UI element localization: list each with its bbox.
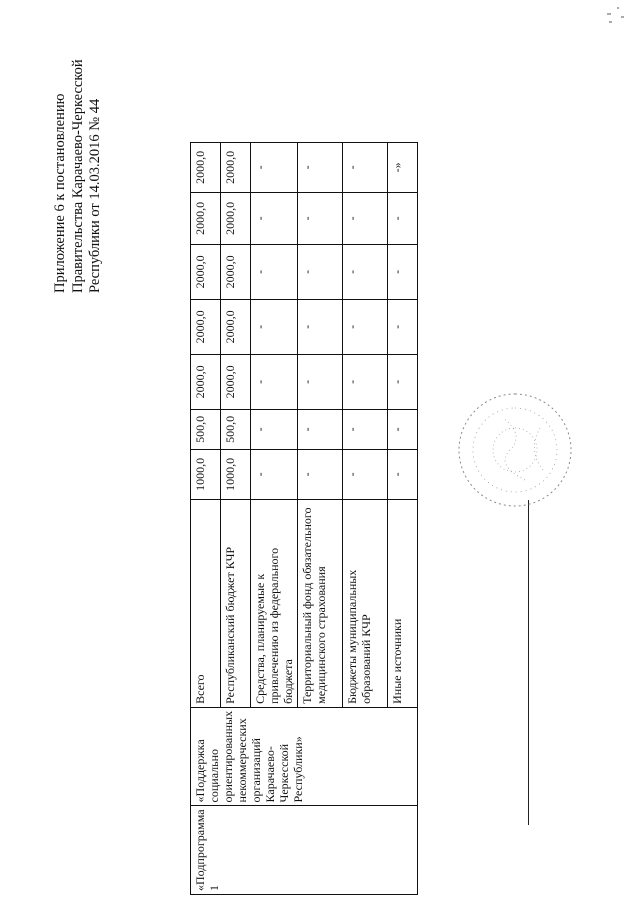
row-label: Всего bbox=[191, 499, 221, 707]
value-cell: 1000,0 bbox=[221, 449, 251, 499]
value-cell: - bbox=[343, 192, 388, 244]
value-cell: 2000,0 bbox=[221, 142, 251, 192]
value-cell: - bbox=[298, 142, 343, 192]
value-cell: 2000,0 bbox=[191, 299, 221, 354]
value-cell: - bbox=[298, 299, 343, 354]
value-cell: - bbox=[251, 409, 298, 449]
stamp-seal-icon bbox=[455, 390, 575, 510]
row-label: Территориальный фонд обязательного медицинского страхования bbox=[298, 499, 343, 707]
value-cell: - bbox=[251, 142, 298, 192]
value-cell: - bbox=[388, 299, 418, 354]
value-cell: - bbox=[251, 449, 298, 499]
value-cell: 2000,0 bbox=[221, 299, 251, 354]
row-label: Средства, планируемые к привлечению из федерального бюджета bbox=[251, 499, 298, 707]
value-cell: - bbox=[251, 299, 298, 354]
value-cell: -» bbox=[388, 142, 418, 192]
value-cell: - bbox=[388, 354, 418, 409]
section-cell: «Подпрограмма 1 bbox=[191, 806, 418, 895]
value-cell: 2000,0 bbox=[191, 192, 221, 244]
value-cell: 2000,0 bbox=[221, 192, 251, 244]
row-label: Бюджеты муниципальных образований КЧР bbox=[343, 499, 388, 707]
value-cell: - bbox=[298, 449, 343, 499]
value-cell: - bbox=[298, 409, 343, 449]
header-line-3: Республики от 14.03.2016 № 44 bbox=[87, 98, 103, 293]
value-cell: - bbox=[343, 142, 388, 192]
value-cell: - bbox=[388, 409, 418, 449]
value-cell: 1000,0 bbox=[191, 449, 221, 499]
value-cell: - bbox=[343, 299, 388, 354]
document-header bbox=[52, 3, 105, 293]
table-row bbox=[191, 142, 221, 894]
value-cell: - bbox=[343, 409, 388, 449]
header-line-2: Правительства Карачаево-Черкесской bbox=[69, 59, 86, 293]
value-cell: 2000,0 bbox=[221, 354, 251, 409]
value-cell: - bbox=[298, 192, 343, 244]
funding-table bbox=[190, 142, 418, 895]
value-cell: - bbox=[298, 354, 343, 409]
value-cell: - bbox=[388, 192, 418, 244]
value-cell: - bbox=[251, 354, 298, 409]
value-cell: 500,0 bbox=[221, 409, 251, 449]
value-cell: - bbox=[251, 192, 298, 244]
signature-line bbox=[528, 500, 529, 825]
value-cell: 2000,0 bbox=[221, 244, 251, 299]
value-cell: - bbox=[388, 449, 418, 499]
program-name-cell: «Поддержка социально ориентированных некоммерческих организаций Карачаево-Черкесской Республики» bbox=[191, 707, 418, 806]
row-label: Иные источники bbox=[388, 499, 418, 707]
value-cell: 2000,0 bbox=[191, 142, 221, 192]
header-line-1: Приложение 6 к постановлению bbox=[52, 93, 68, 293]
value-cell: - bbox=[343, 449, 388, 499]
scan-marks-icon bbox=[605, 3, 629, 25]
value-cell: - bbox=[251, 244, 298, 299]
value-cell: - bbox=[388, 244, 418, 299]
value-cell: 2000,0 bbox=[191, 244, 221, 299]
value-cell: - bbox=[298, 244, 343, 299]
row-label: Республиканский бюджет КЧР bbox=[221, 499, 251, 707]
value-cell: 2000,0 bbox=[191, 354, 221, 409]
value-cell: - bbox=[343, 354, 388, 409]
value-cell: 500,0 bbox=[191, 409, 221, 449]
value-cell: - bbox=[343, 244, 388, 299]
